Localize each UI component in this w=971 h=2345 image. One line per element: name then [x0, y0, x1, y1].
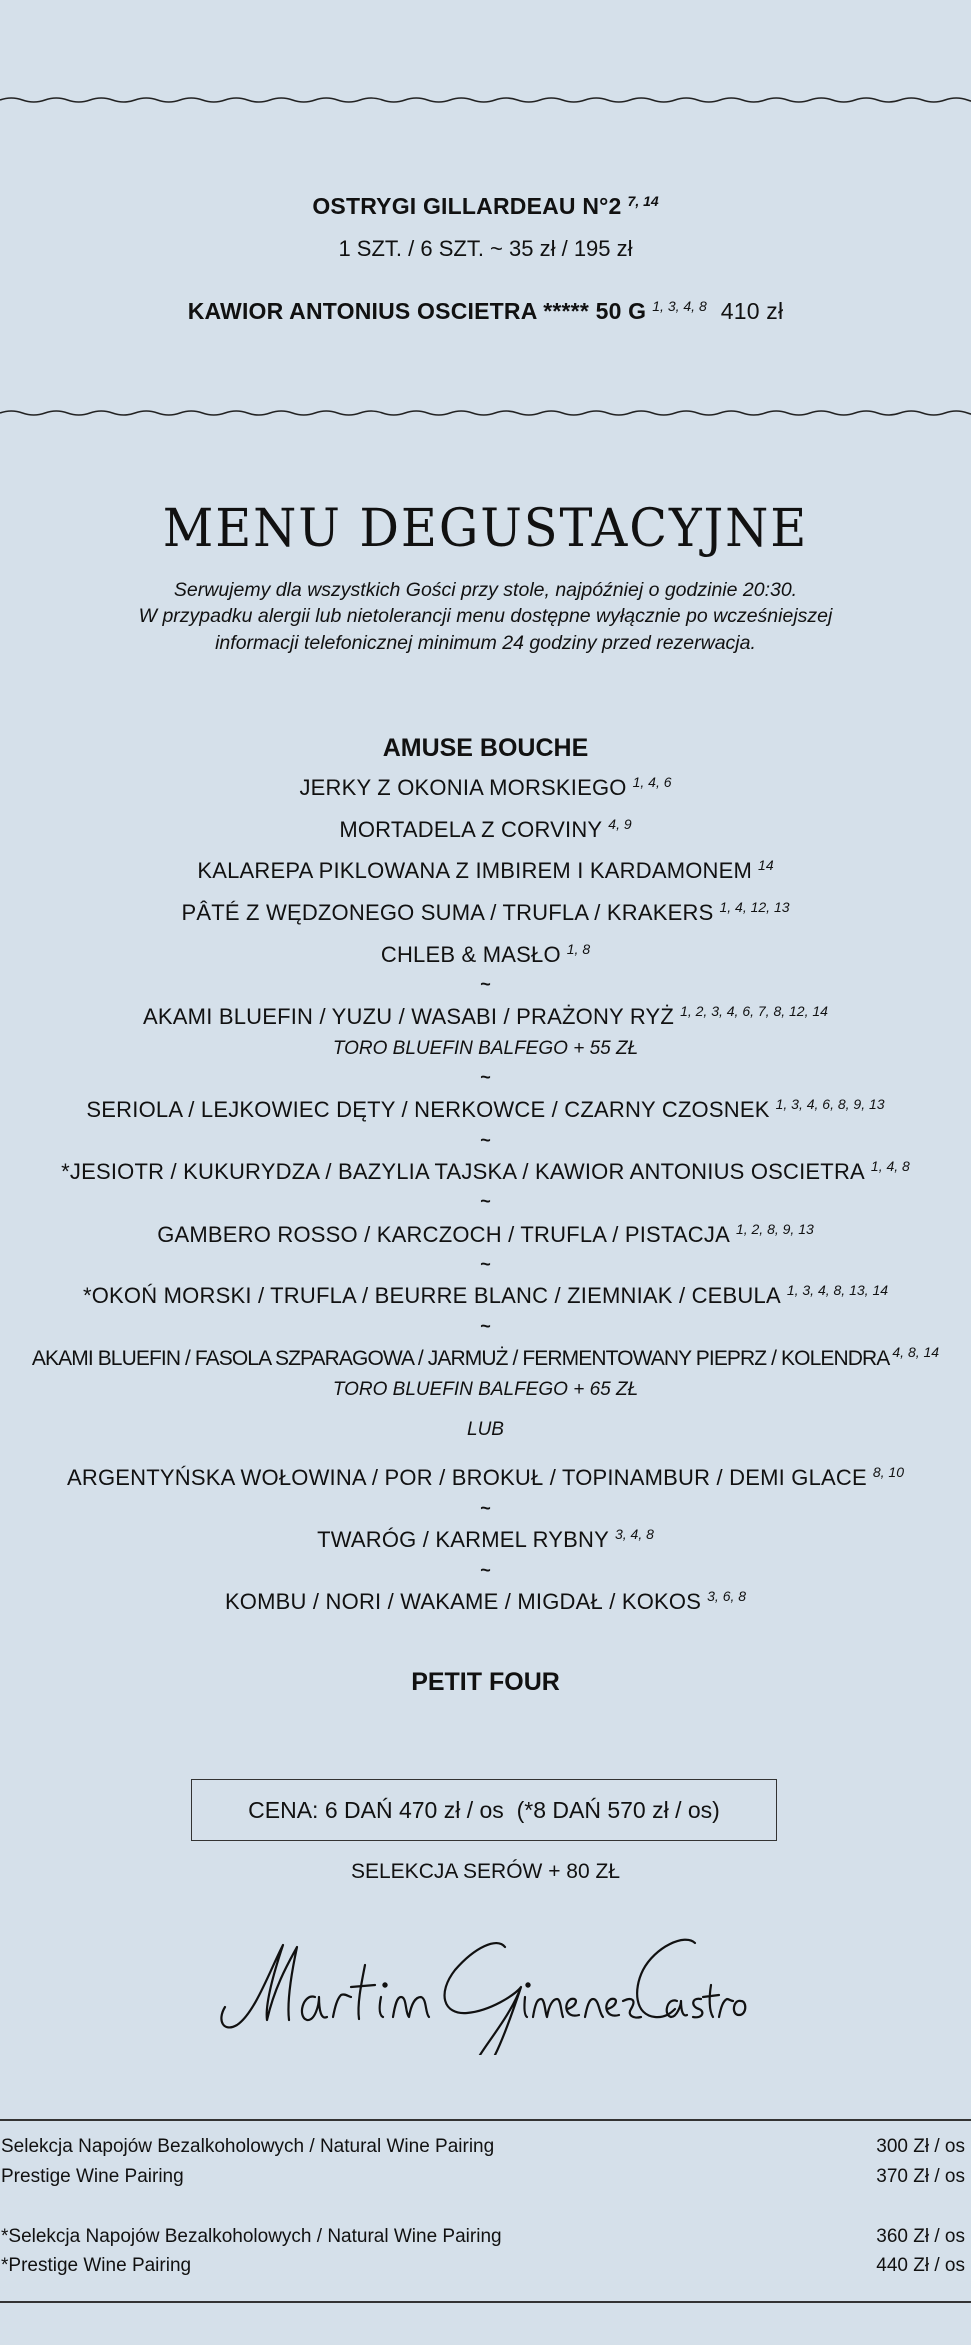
pairing-price: 360 Zł / os: [876, 2226, 965, 2247]
course-item: [0, 1464, 971, 1490]
pairing-label: *Selekcja Napojów Bezalkoholowych / Natural Wine Pairing: [1, 2226, 502, 2247]
course-item: [0, 1344, 971, 1370]
tilde-separator: ~: [480, 1560, 491, 1580]
amuse-item: [0, 774, 971, 800]
caviar-name: KAWIOR ANTONIUS OSCIETRA ***** 50 G: [187, 298, 647, 324]
caviar-allergens: 1, 3, 4, 8: [652, 298, 707, 314]
menu-price-box: [191, 1779, 777, 1841]
dish-allergens: 1, 3, 4, 6, 8, 9, 13: [775, 1096, 885, 1112]
course-item: [0, 1096, 971, 1122]
dish-name: ARGENTYŃSKA WOŁOWINA / POR / BROKUŁ / TOPINAMBUR / DEMI GLACE: [66, 1465, 867, 1490]
dish-allergens: 4, 8, 14: [892, 1344, 940, 1360]
dish-name: KOMBU / NORI / WAKAME / MIGDAŁ / KOKOS: [224, 1589, 702, 1614]
intro-line-3: informacji telefonicznej minimum 24 godziny przed rezerwacja.: [215, 632, 756, 654]
dish-name: AKAMI BLUEFIN / FASOLA SZPARAGOWA / JARMUŻ / FERMENTOWANY PIEPRZ / KOLENDRA: [31, 1347, 890, 1370]
dish-allergens: 4, 9: [608, 816, 632, 832]
cheese-supplement: SELEKCJA SERÓW + 80 ZŁ: [350, 1860, 621, 1883]
intro-line-1: Serwujemy dla wszystkich Gości przy stole, najpóźniej o godzinie 20:30.: [173, 579, 798, 601]
dish-name: MORTADELA Z CORVINY: [339, 817, 603, 842]
course-item: [0, 1526, 971, 1552]
amuse-item: [0, 941, 971, 967]
amuse-item: [0, 816, 971, 842]
pairing-label: Prestige Wine Pairing: [1, 2166, 184, 2187]
pairing-price: 370 Zł / os: [876, 2166, 965, 2187]
oysters-allergens: 7, 14: [627, 193, 659, 209]
dish-name: JERKY Z OKONIA MORSKIEGO: [299, 775, 627, 800]
dish-name: TWARÓG / KARMEL RYBNY: [317, 1527, 609, 1552]
course-item: [0, 1588, 971, 1614]
page-title: MENU DEGUSTACYJNE: [162, 499, 809, 559]
tilde-separator: ~: [480, 1130, 491, 1150]
caviar-item: [0, 300, 971, 323]
dish-allergens: 1, 2, 3, 4, 6, 7, 8, 12, 14: [680, 1003, 828, 1019]
dish-allergens: 1, 4, 12, 13: [719, 899, 790, 915]
pairing-row: [0, 2254, 965, 2278]
amuse-item: [0, 899, 971, 925]
tilde-separator: ~: [480, 1254, 491, 1274]
supplement-note: TORO BLUEFIN BALFEGO + 65 ZŁ: [332, 1379, 639, 1400]
tilde-separator: ~: [480, 1191, 491, 1211]
course-item: [0, 1221, 971, 1247]
divider-rule: [0, 2119, 971, 2121]
dish-allergens: 3, 6, 8: [707, 1588, 747, 1604]
dish-allergens: 1, 4, 6: [632, 774, 672, 790]
course-item: [0, 1282, 971, 1308]
dish-name: *JESIOTR / KUKURYDZA / BAZYLIA TAJSKA / KAWIOR ANTONIUS OSCIETRA: [61, 1159, 865, 1184]
dish-allergens: 1, 4, 8: [870, 1158, 910, 1174]
dish-allergens: 8, 10: [872, 1464, 904, 1480]
oysters-price: 1 SZT. / 6 SZT. ~ 35 zł / 195 zł: [338, 236, 633, 261]
supplement-note: TORO BLUEFIN BALFEGO + 55 ZŁ: [332, 1038, 639, 1059]
pairing-price: 300 Zł / os: [876, 2136, 965, 2157]
dish-name: GAMBERO ROSSO / KARCZOCH / TRUFLA / PISTACJA: [157, 1222, 730, 1247]
amuse-item: [0, 857, 971, 883]
dish-name: AKAMI BLUEFIN / YUZU / WASABI / PRAŻONY RYŻ: [143, 1004, 675, 1029]
oysters-name: OSTRYGI GILLARDEAU N°2: [312, 193, 622, 219]
intro-line-2: W przypadku alergii lub nietolerancji menu dostępne wyłącznie po wcześniejszej: [138, 605, 833, 627]
pairing-row: [0, 2135, 965, 2159]
alternative-word: LUB: [467, 1419, 504, 1440]
caviar-price: 410 zł: [720, 298, 784, 324]
dish-name: KALAREPA PIKLOWANA Z IMBIREM I KARDAMONEM: [197, 858, 753, 883]
tilde-separator: ~: [480, 1498, 491, 1518]
dish-name: *OKOŃ MORSKI / TRUFLA / BEURRE BLANC / ZIEMNIAK / CEBULA: [82, 1283, 781, 1308]
course-item: [0, 1003, 971, 1029]
dish-name: SERIOLA / LEJKOWIEC DĘTY / NERKOWCE / CZARNY CZOSNEK: [86, 1097, 770, 1122]
divider-rule: [0, 2301, 971, 2303]
pairing-price: 440 Zł / os: [876, 2255, 965, 2276]
pairing-label: Selekcja Napojów Bezalkoholowych / Natural Wine Pairing: [1, 2136, 495, 2157]
pairing-label: *Prestige Wine Pairing: [1, 2255, 192, 2276]
oysters-item: [0, 195, 971, 218]
dish-allergens: 14: [758, 857, 774, 873]
dish-allergens: 1, 3, 4, 8, 13, 14: [786, 1282, 889, 1298]
pairing-row: [0, 2225, 965, 2249]
dish-name: CHLEB & MASŁO: [380, 942, 561, 967]
tilde-separator: ~: [480, 1316, 491, 1336]
wavy-divider-bottom: [0, 406, 971, 420]
dish-allergens: 1, 8: [566, 941, 591, 957]
tilde-separator: ~: [480, 974, 491, 994]
menu-price: CENA: 6 DAŃ 470 zł / os (*8 DAŃ 570 zł / os): [248, 1796, 720, 1823]
dish-allergens: 3, 4, 8: [614, 1526, 654, 1542]
course-item: [0, 1158, 971, 1184]
pairing-row: [0, 2165, 965, 2189]
petit-four-heading: PETIT FOUR: [411, 1668, 560, 1696]
dish-allergens: 1, 2, 8, 9, 13: [735, 1221, 814, 1237]
amuse-bouche-heading: AMUSE BOUCHE: [382, 734, 589, 762]
dish-name: PÂTÉ Z WĘDZONEGO SUMA / TRUFLA / KRAKERS: [181, 900, 714, 925]
wavy-divider-top: [0, 93, 971, 107]
tilde-separator: ~: [480, 1067, 491, 1087]
chef-signature: [215, 1925, 755, 2055]
